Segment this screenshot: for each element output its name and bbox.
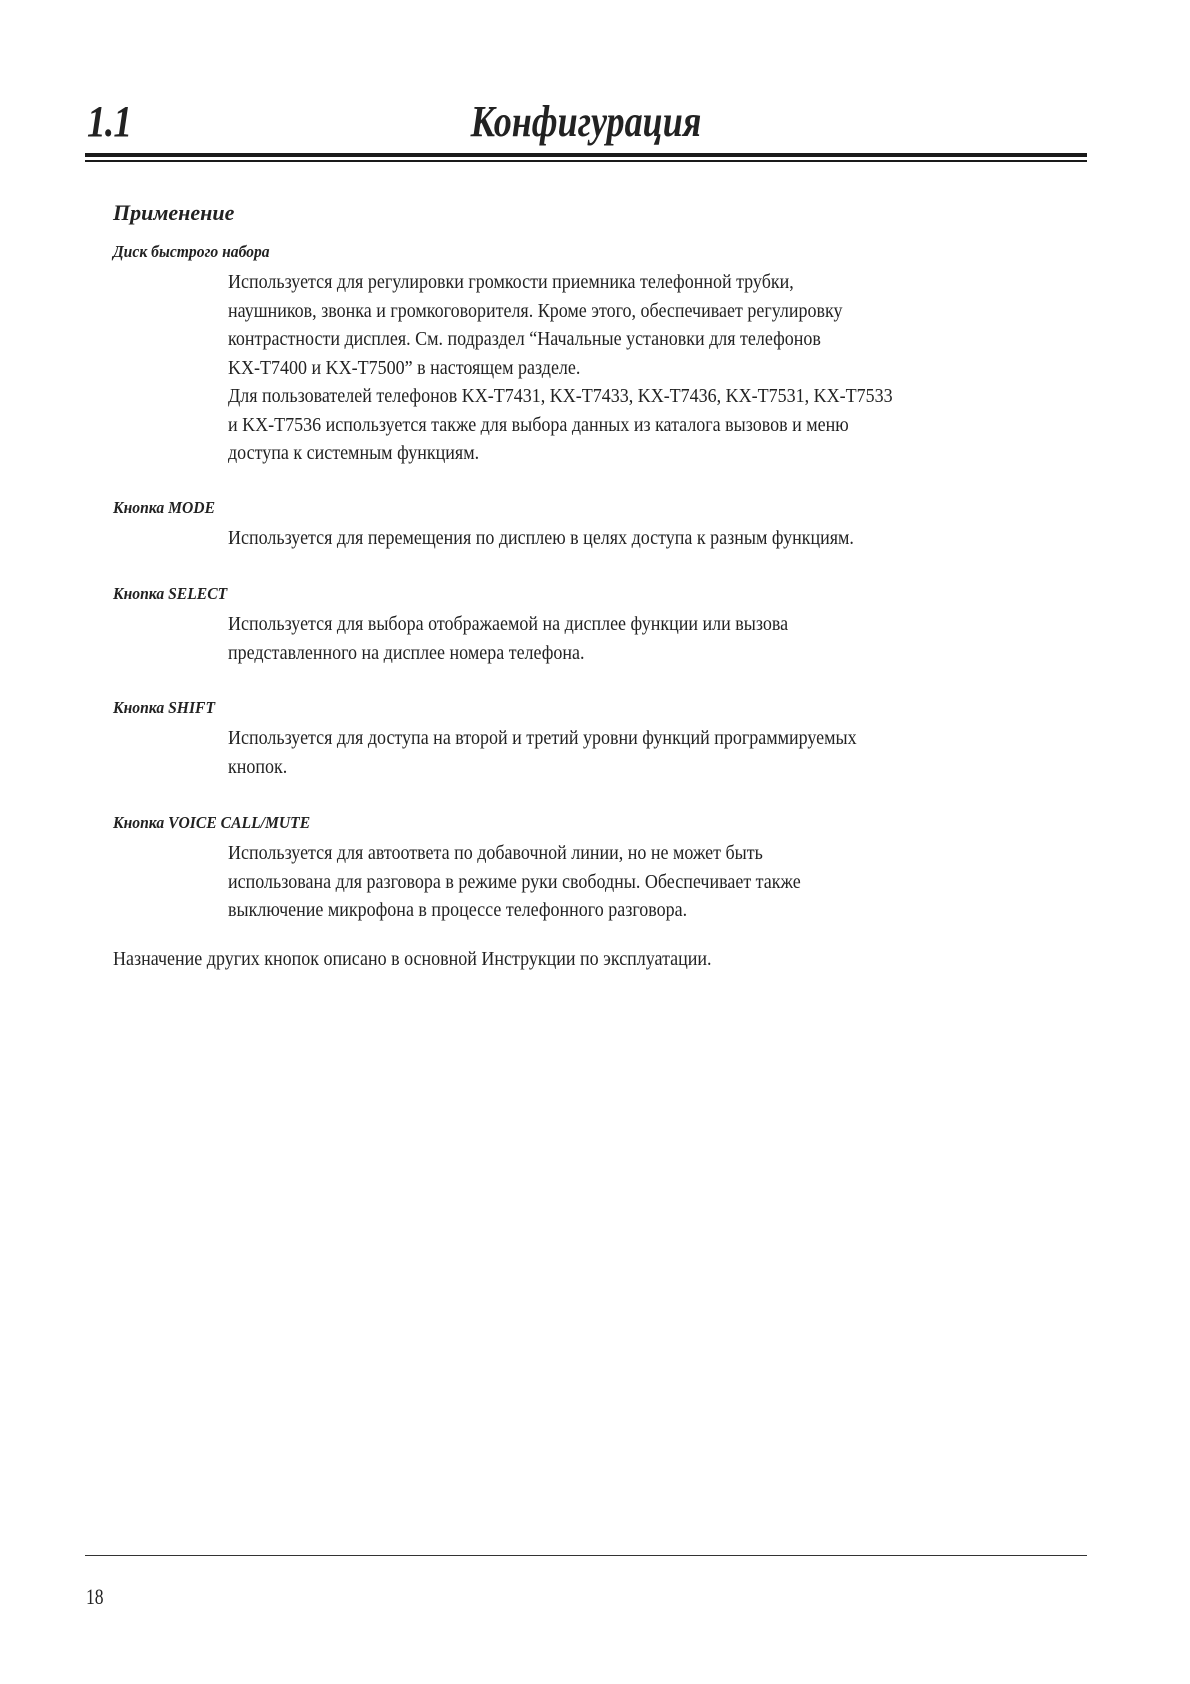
item-title-shift: Кнопка SHIFT	[113, 698, 216, 717]
item-title-select: Кнопка SELECT	[113, 584, 228, 603]
item-body-voice-call-mute	[228, 839, 975, 925]
text-line: контрастности дисплея. См. подраздел “Начальные установки для телефонов	[228, 328, 821, 350]
item-body-shift	[228, 724, 975, 781]
chapter-header	[85, 96, 1087, 148]
text-line: использована для разговора в режиме руки свободны. Обеспечивает также	[228, 870, 801, 893]
section-title: Применение	[113, 200, 235, 225]
text-line: выключение микрофона в процессе телефонного разговора.	[228, 899, 688, 921]
text-line: кнопок.	[228, 755, 288, 778]
chapter-number: 1.1	[87, 97, 132, 146]
item-body-mode	[228, 524, 975, 553]
text-line: Используется для выбора отображаемой на дисплее функции или вызова	[228, 613, 789, 635]
footer-rule	[85, 1555, 1087, 1556]
item-body-select	[228, 610, 975, 667]
item-title-jog-dial: Диск быстрого набора	[113, 242, 270, 261]
item-body-jog-dial	[228, 268, 975, 468]
page-number: 18	[86, 1584, 104, 1609]
text-line: Используется для регулировки громкости приемника телефонной трубки,	[228, 271, 794, 293]
text-line: Используется для перемещения по дисплею в целях доступа к разным функциям.	[228, 527, 854, 549]
text-line: Для пользователей телефонов KX-T7431, KX-T7433, KX-T7436, KX-T7531, KX-T7533	[228, 385, 893, 407]
footer-note: Назначение других кнопок описано в основной Инструкции по эксплуатации.	[113, 948, 712, 970]
chapter-title: Конфигурация	[470, 97, 702, 146]
text-line: Используется для доступа на второй и третий уровни функций программируемых	[228, 727, 857, 749]
text-line: представленного на дисплее номера телефона.	[228, 641, 585, 664]
text-line: доступа к системным функциям.	[228, 442, 480, 464]
item-title-voice-call-mute: Кнопка VOICE CALL/MUTE	[113, 813, 311, 832]
header-rule-thin	[85, 160, 1087, 162]
header-rule-thick	[85, 153, 1087, 157]
item-title-mode: Кнопка MODE	[113, 498, 216, 517]
text-line: и KX-T7536 используется также для выбора данных из каталога вызовов и меню	[228, 413, 849, 436]
text-line: KX-T7400 и KX-T7500” в настоящем разделе.	[228, 356, 581, 379]
text-line: наушников, звонка и громкоговорителя. Кроме этого, обеспечивает регулировку	[228, 299, 843, 322]
text-line: Используется для автоответа по добавочной линии, но не может быть	[228, 842, 763, 864]
